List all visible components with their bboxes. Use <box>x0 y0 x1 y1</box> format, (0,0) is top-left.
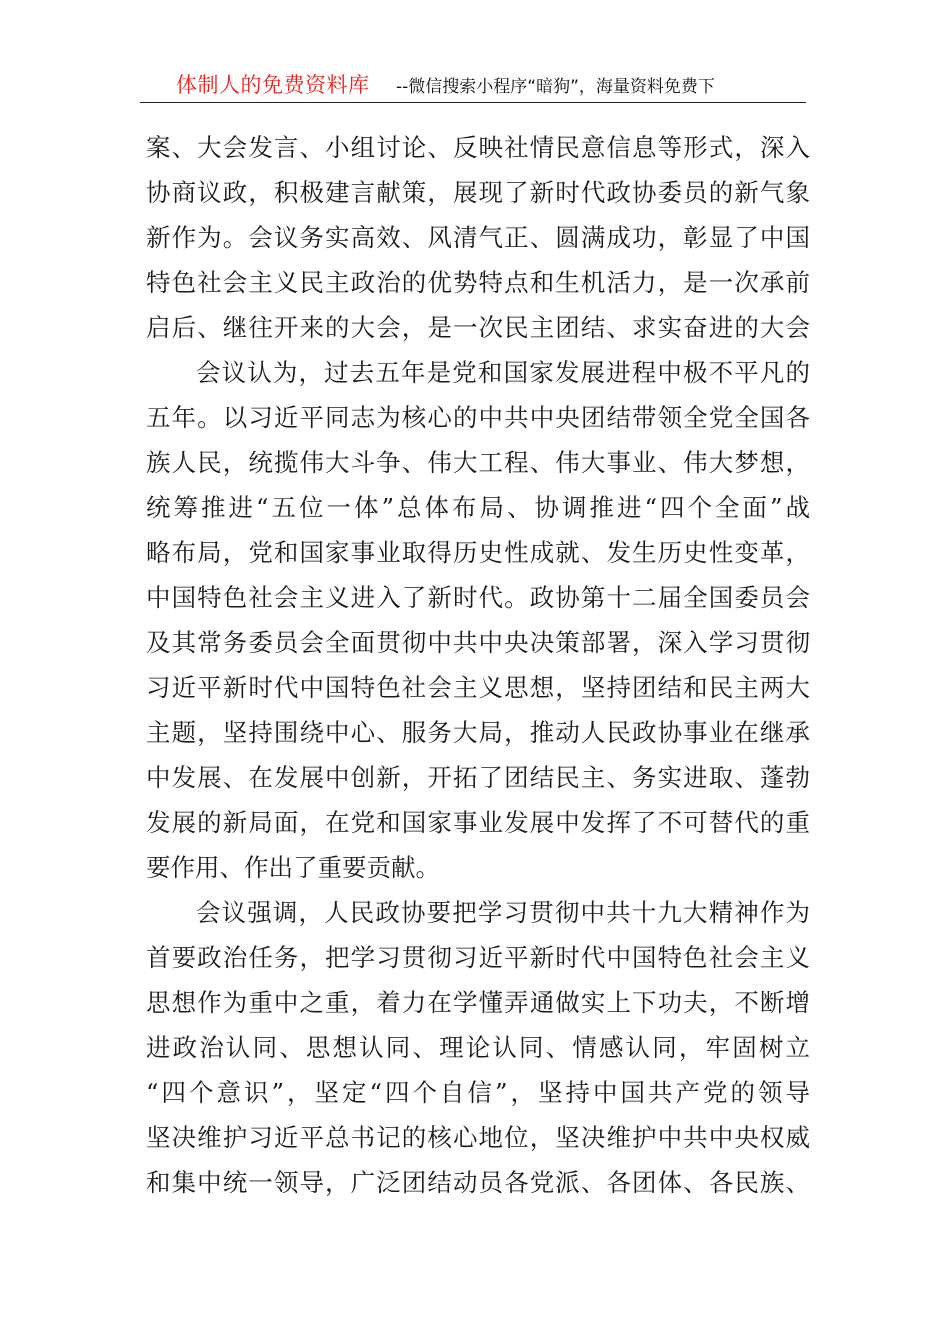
text-line: 发展的新局面，在党和国家事业发展中发挥了不可替代的重 <box>146 808 810 837</box>
text-line: 略布局，党和国家事业取得历史性成就、发生历史性变革， <box>146 538 810 567</box>
paragraph-start-line: 会议强调，人民政协要把学习贯彻中共十九大精神作为 <box>196 898 810 927</box>
text-line: 习近平新时代中国特色社会主义思想，坚持团结和民主两大 <box>146 673 810 702</box>
text-line: 统筹推进“五位一体”总体布局、协调推进“四个全面”战 <box>146 493 810 522</box>
page-header <box>140 70 806 103</box>
text-line: 坚决维护习近平总书记的核心地位，坚决维护中共中央权威 <box>146 1123 810 1152</box>
text-line: 协商议政，积极建言献策，展现了新时代政协委员的新气象 <box>146 178 810 207</box>
text-line: 五年。以习近平同志为核心的中共中央团结带领全党全国各 <box>146 403 810 432</box>
text-line: 启后、继往开来的大会，是一次民主团结、求实奋进的大会 <box>146 313 810 342</box>
text-line: 首要政治任务，把学习贯彻习近平新时代中国特色社会主义 <box>146 943 810 972</box>
header-brand: 体制人的免费资料库 <box>176 73 370 97</box>
text-line: 族人民，统揽伟大斗争、伟大工程、伟大事业、伟大梦想， <box>146 448 810 477</box>
text-line: 中国特色社会主义进入了新时代。政协第十二届全国委员会 <box>146 583 810 612</box>
paragraph-end-line: 要作用、作出了重要贡献。 <box>146 853 440 882</box>
text-line: “四个意识”，坚定“四个自信”，坚持中国共产党的领导 <box>146 1078 810 1107</box>
text-line: 特色社会主义民主政治的优势特点和生机活力，是一次承前 <box>146 268 810 297</box>
text-line: 新作为。会议务实高效、风清气正、圆满成功，彰显了中国 <box>146 223 810 252</box>
paragraph-start-line: 会议认为，过去五年是党和国家发展进程中极不平凡的 <box>196 358 810 387</box>
text-line: 思想作为重中之重，着力在学懂弄通做实上下功夫，不断增 <box>146 988 810 1017</box>
text-line: 和集中统一领导，广泛团结动员各党派、各团体、各民族、 <box>146 1168 810 1197</box>
text-line: 案、大会发言、小组讨论、反映社情民意信息等形式，深入 <box>146 133 810 162</box>
text-line: 及其常务委员会全面贯彻中共中央决策部署，深入学习贯彻 <box>146 628 810 657</box>
text-line: 主题，坚持围绕中心、服务大局，推动人民政协事业在继承 <box>146 718 810 747</box>
text-line: 进政治认同、思想认同、理论认同、情感认同，牢固树立 <box>146 1033 810 1062</box>
header-note: --微信搜索小程序“暗狗”，海量资料免费下 <box>396 77 715 97</box>
text-line: 中发展、在发展中创新，开拓了团结民主、务实进取、蓬勃 <box>146 763 810 792</box>
document-body <box>146 125 810 1205</box>
